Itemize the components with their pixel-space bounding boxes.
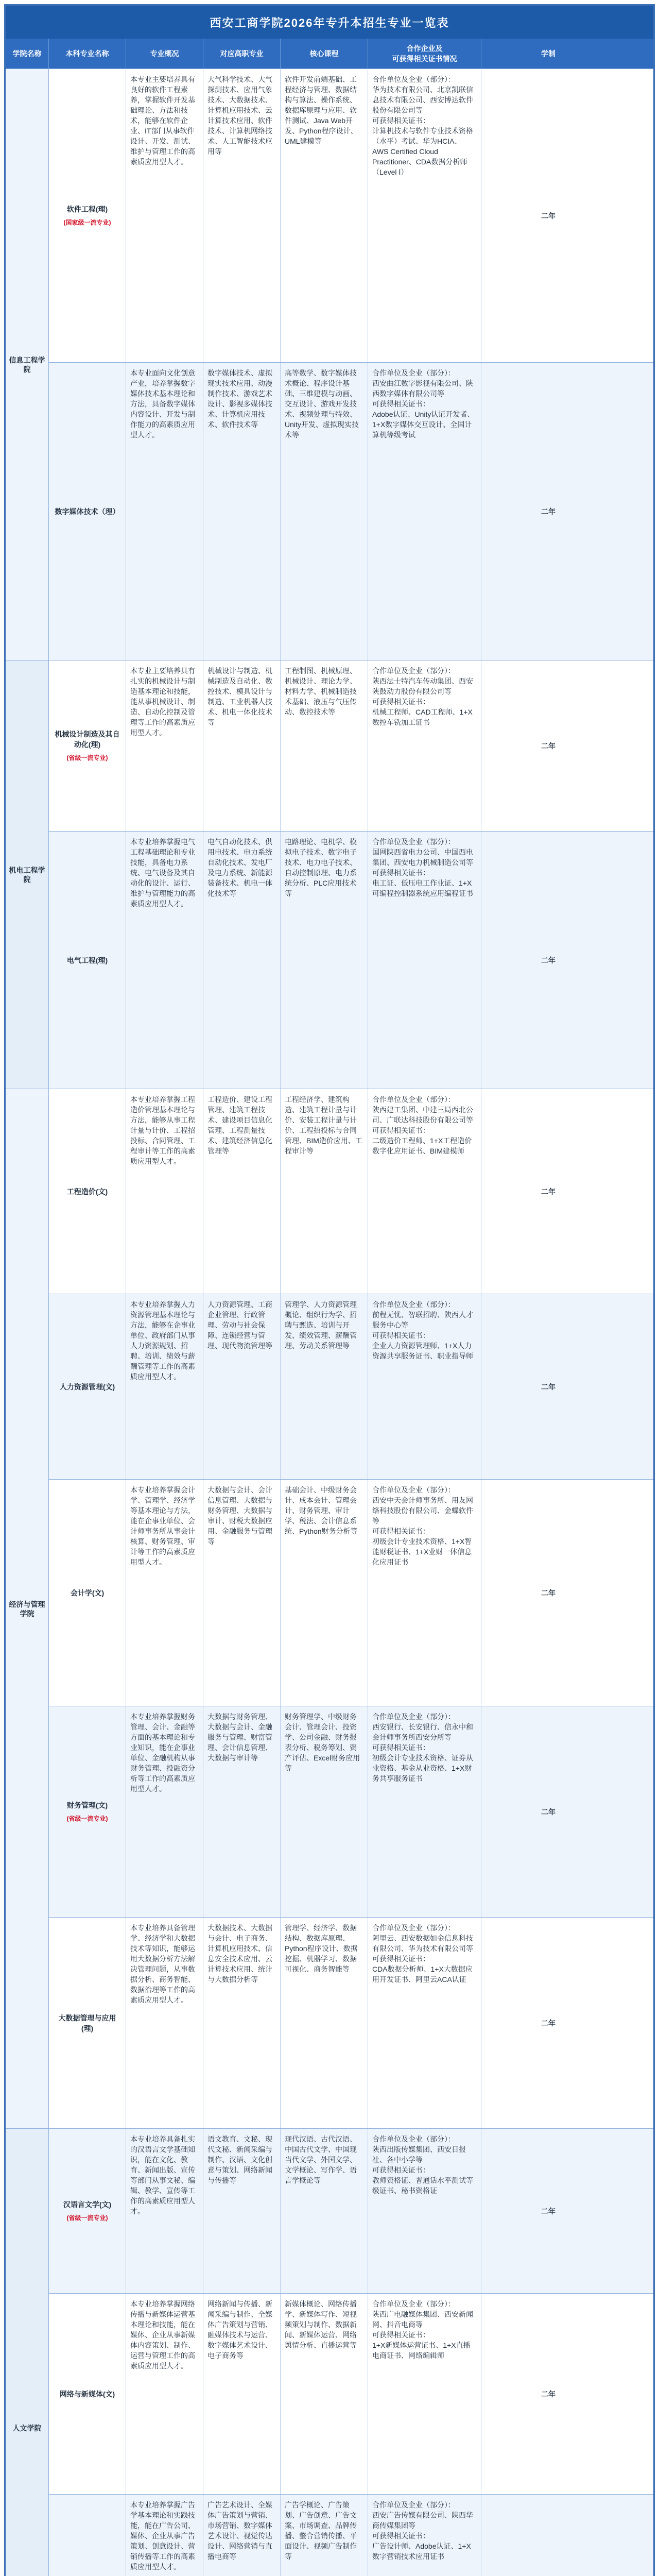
major-cell	[49, 1706, 126, 1917]
duration-cell: 二年	[541, 1588, 556, 1597]
major-name: 财务管理(文)	[66, 1801, 108, 1809]
partners-cell: 合作单位及企业（部分）： 陕西建工集团、中建三局西北公司、广联达科技股份有限公司等 可获得相关证书： 二级造价工程师、1+X工程造价数字化应用证书、BIM建模师	[368, 1089, 481, 1294]
header-duration: 学制	[541, 49, 556, 58]
diploma-cell: 电气自动化技术、供用电技术、电力系统自动化技术、发电厂及电力系统、新能源装备技术、机电一体化技术等	[203, 832, 281, 1089]
header-overview: 专业概况	[126, 39, 203, 69]
major-cell	[49, 1089, 126, 1294]
college-cell: 经济与管理学院	[6, 1089, 49, 2128]
courses-cell: 现代汉语、古代汉语、中国古代文学、中国现当代文学、外国文学、文学概论、写作学、语言学概论等	[281, 2129, 368, 2293]
duration-cell: 二年	[541, 956, 556, 964]
duration-cell: 二年	[541, 211, 556, 220]
major-name: 汉语言文学(文)	[63, 2200, 112, 2209]
duration-cell: 二年	[541, 2019, 556, 2027]
header-major: 本科专业名称	[49, 39, 126, 69]
partners-cell: 合作单位及企业（部分）： 陕西广电融媒体集团、西安新闻网、抖音电商等 可获得相关证书： 1+X新媒体运营证书、1+X直播电商证书、网络编辑师	[368, 2294, 481, 2494]
table-row	[49, 1089, 653, 1294]
diploma-cell: 大数据与会计、会计信息管理、大数据与财务管理、大数据与审计、财税大数据应用、金融服务与管理等	[203, 1480, 281, 1706]
overview-cell: 本专业主要培养具有扎实的机械设计与制造基本理论和技能，能从事机械设计、制造、自动化控制及管理等工作的高素质应用型人才。	[126, 660, 203, 831]
table-row	[49, 1706, 653, 1917]
partners-cell: 合作单位及企业（部分）： 陕西出版传媒集团、西安日报社、各中小学等 可获得相关证书： 教师资格证、普通话水平测试等级证书、秘书资格证	[368, 2129, 481, 2293]
major-cell	[49, 2129, 126, 2293]
table-row	[49, 660, 653, 831]
page-frame	[4, 4, 655, 2576]
table-row	[49, 2293, 653, 2494]
diploma-cell: 大数据技术、大数据与会计、电子商务、计算机应用技术、信息安全技术应用、云计算技术应用、统计与大数据分析等	[203, 1918, 281, 2128]
duration-cell: 二年	[541, 2389, 556, 2398]
major-cell	[49, 1294, 126, 1479]
duration-cell: 二年	[541, 2207, 556, 2215]
courses-cell: 广告学概论、广告策划、广告创意、广告文案、市场调查、品牌传播、整合营销传播、平面设计、视频广告制作等	[281, 2495, 368, 2576]
major-cell	[49, 2294, 126, 2494]
diploma-cell: 语文教育、文秘、现代文秘、新闻采编与制作、汉语、文化创意与策划、网络新闻与传播等	[203, 2129, 281, 2293]
courses-cell: 工程经济学、建筑构造、建筑工程计量与计价、安装工程计量与计价、工程招投标与合同管理、BIM造价应用、工程审计等	[281, 1089, 368, 1294]
major-cell	[49, 69, 126, 362]
courses-cell: 财务管理学、中级财务会计、管理会计、投资学、公司金融、财务报表分析、税务筹划、资产评估、Excel财务应用等	[281, 1706, 368, 1917]
partners-cell: 合作单位及企业（部分）： 西安广告传媒有限公司、陕西华商传媒集团等 可获得相关证书： 广告设计师、Adobe认证、1+X数字营销技术应用证书	[368, 2495, 481, 2576]
diploma-cell: 机械设计与制造、机械制造及自动化、数控技术、模具设计与制造、工业机器人技术、机电一体化技术等	[203, 660, 281, 831]
duration-cell	[481, 2495, 615, 2576]
page-title: 西安工商学院2026年专升本招生专业一览表	[6, 6, 653, 39]
partners-cell: 合作单位及企业（部分）： 华为技术有限公司、北京凯联信息技术有限公司、西安博达软件股份有限公司等 可获得相关证书： 计算机技术与软件专业技术资格（水平）考试、华为HCIA、AWS Certified Cloud Practitioner、CDA数据分析师（Level Ⅰ）	[368, 69, 481, 362]
diploma-cell: 工程造价、建设工程管理、建筑工程技术、建设项目信息化管理、工程测量技术、建筑经济信息化管理等	[203, 1089, 281, 1294]
diploma-cell: 人力资源管理、工商企业管理、行政管理、劳动与社会保障、连锁经营与管理、现代物流管理等	[203, 1294, 281, 1479]
major-cell	[49, 832, 126, 1089]
overview-cell: 本专业面向文化创意产业，培养掌握数字媒体技术基本理论和方法，具备数字媒体内容设计、开发与制作能力的高素质应用型人才。	[126, 363, 203, 660]
diploma-cell: 数字媒体技术、虚拟现实技术应用、动漫制作技术、游戏艺术设计、影视多媒体技术、计算机应用技术、软件技术等	[203, 363, 281, 660]
major-badge: (省级一流专业)	[66, 2214, 108, 2222]
overview-cell: 本专业培养掌握人力资源管理基本理论与方法，能够在企事业单位、政府部门从事人力资源规划、招聘、培训、绩效与薪酬管理等工作的高素质应用型人才。	[126, 1294, 203, 1479]
partners-cell: 合作单位及企业（部分）： 西安中天会计师事务所、用友网络科技股份有限公司、金蝶软件等 可获得相关证书： 初级会计专业技术资格、1+X智能财税证书、1+X业财一体信息化应用证书	[368, 1480, 481, 1706]
diploma-cell: 广告艺术设计、全媒体广告策划与营销、市场营销、数字媒体艺术设计、视觉传达设计、网络营销与直播电商等	[203, 2495, 281, 2576]
major-name: 工程造价(文)	[66, 1187, 108, 1196]
major-cell	[49, 1918, 126, 2128]
partners-cell: 合作单位及企业（部分）： 国网陕西省电力公司、中国西电集团、西安电力机械制造公司等 可获得相关证书： 电工证、低压电工作业证、1+X可编程控制器系统应用编程证书	[368, 832, 481, 1089]
courses-cell: 新媒体概论、网络传播学、新媒体写作、短视频策划与制作、数据新闻、新媒体运营、网络舆情分析、直播运营等	[281, 2294, 368, 2494]
diploma-cell: 大数据与财务管理、大数据与会计、金融服务与管理、财富管理、会计信息管理、大数据与审计等	[203, 1706, 281, 1917]
duration-cell: 二年	[541, 507, 556, 516]
partners-cell: 合作单位及企业（部分）： 西安银行、长安银行、信永中和会计师事务所西安分所等 可获得相关证书： 初级会计专业技术资格、证券从业资格、基金从业资格、1+X财务共享服务证书	[368, 1706, 481, 1917]
table-row	[49, 2494, 653, 2576]
major-badge: (国家级一流专业)	[63, 218, 111, 226]
overview-cell: 本专业主要培养具有良好的软件工程素养，掌握软件开发基础理论、方法和技术，能够在软件企业、IT部门从事软件设计、开发、测试、维护与管理工作的高素质应用型人才。	[126, 69, 203, 362]
courses-cell: 软件开发前端基础、工程经济与管理、数据结构与算法、操作系统、数据库原理与应用、软件测试、Java Web开发、Python程序设计、UML建模等	[281, 69, 368, 362]
duration-cell: 二年	[541, 1807, 556, 1816]
overview-cell: 本专业培养具备扎实的汉语言文学基础知识，能在文化、教育、新闻出版、宣传等部门从事文秘、编辑、教学、宣传等工作的高素质应用型人才。	[126, 2129, 203, 2293]
major-badge: (省级一流专业)	[66, 754, 108, 761]
table-row	[49, 831, 653, 1089]
program-table	[6, 69, 653, 2576]
major-cell	[49, 2495, 126, 2576]
courses-cell: 管理学、人力资源管理概论、组织行为学、招聘与甄选、培训与开发、绩效管理、薪酬管理、劳动关系管理等	[281, 1294, 368, 1479]
courses-cell: 电路理论、电机学、模拟电子技术、数字电子技术、电力电子技术、自动控制原理、电力系统分析、PLC应用技术等	[281, 832, 368, 1089]
duration-cell: 二年	[541, 1382, 556, 1391]
major-name: 人力资源管理(文)	[59, 1382, 115, 1391]
diploma-cell: 网络新闻与传播、新闻采编与制作、全媒体广告策划与营销、融媒体技术与运营、数字媒体艺术设计、电子商务等	[203, 2294, 281, 2494]
partners-cell: 合作单位及企业（部分）： 前程无忧、智联招聘、陕西人才服务中心等 可获得相关证书： 企业人力资源管理师、1+X人力资源共享服务证书、职业指导师	[368, 1294, 481, 1479]
major-cell	[49, 660, 126, 831]
major-name: 大数据管理与应用(理)	[58, 2013, 116, 2032]
table-row	[49, 1479, 653, 1706]
table-row	[49, 362, 653, 660]
courses-cell: 管理学、经济学、数据结构、数据库原理、Python程序设计、数据挖掘、机器学习、数据可视化、商务智能等	[281, 1918, 368, 2128]
major-name: 软件工程(理)	[66, 205, 108, 213]
college-cell: 人文学院	[6, 2128, 49, 2576]
header-courses: 核心课程	[281, 39, 368, 69]
header-diploma: 对应高职专业	[203, 39, 281, 69]
duration-cell: 二年	[541, 741, 556, 750]
table-row	[49, 1917, 653, 2128]
courses-cell: 基础会计、中级财务会计、成本会计、管理会计、财务管理、审计学、税法、会计信息系统、Python财务分析等	[281, 1480, 368, 1706]
courses-cell: 工程制图、机械原理、机械设计、理论力学、材料力学、机械制造技术基础、液压与气压传动、数控技术等	[281, 660, 368, 831]
table-header	[6, 39, 653, 69]
major-name: 网络与新媒体(文)	[59, 2389, 115, 2398]
major-cell	[49, 1480, 126, 1706]
header-partners: 合作企业及 可获得相关证书情况	[368, 39, 481, 69]
overview-cell: 本专业培养掌握广告学基本理论和实践技能，能在广告公司、媒体、企业从事广告策划、创意设计、营销传播等工作的高素质应用型人才。	[126, 2495, 203, 2576]
overview-cell: 本专业培养掌握会计学、管理学、经济学等基本理论与方法，能在企事业单位、会计师事务所从事会计核算、财务管理、审计等工作的高素质应用型人才。	[126, 1480, 203, 1706]
duration-cell: 二年	[541, 1187, 556, 1196]
overview-cell: 本专业培养掌握财务管理、会计、金融等方面的基本理论和专业知识，能在企事业单位、金融机构从事财务管理、投融资分析等工作的高素质应用型人才。	[126, 1706, 203, 1917]
college-cell: 机电工程学院	[6, 660, 49, 1089]
major-name: 数字媒体技术（理）	[55, 507, 120, 516]
table-row	[49, 2128, 653, 2293]
diploma-cell: 大气科学技术、大气探测技术、应用气象技术、大数据技术、计算机应用技术、云计算技术应用、软件技术、计算机网络技术、人工智能技术应用等	[203, 69, 281, 362]
overview-cell: 本专业培养具备管理学、经济学和大数据技术等知识，能够运用大数据分析方法解决管理问题，从事数据分析、商务智能、数据治理等工作的高素质应用型人才。	[126, 1918, 203, 2128]
college-cell: 信息工程学院	[6, 69, 49, 660]
partners-cell: 合作单位及企业（部分）： 西安曲江数字影视有限公司、陕西数字媒体有限公司等 可获得相关证书： Adobe认证、Unity认证开发者、1+X数字媒体交互设计、全国计算机等级考试	[368, 363, 481, 660]
overview-cell: 本专业培养掌握电气工程基础理论和专业技能，具备电力系统、电气设备及其自动化的设计、运行、维护与管理能力的高素质应用型人才。	[126, 832, 203, 1089]
partners-cell: 合作单位及企业（部分）： 阿里云、西安数据如金信息科技有限公司、华为技术有限公司等 可获得相关证书： CDA数据分析师、1+X大数据应用开发证书、阿里云ACA认证	[368, 1918, 481, 2128]
header-college: 学院名称	[6, 39, 49, 69]
partners-cell: 合作单位及企业（部分）： 陕西法士特汽车传动集团、西安陕鼓动力股份有限公司等 可获得相关证书： 机械工程师、CAD工程师、1+X数控车铣加工证书	[368, 660, 481, 831]
major-cell	[49, 363, 126, 660]
table-row	[49, 69, 653, 362]
major-name: 机械设计制造及其自动化(理)	[55, 730, 120, 749]
major-badge: (省级一流专业)	[66, 1815, 108, 1822]
overview-cell: 本专业培养掌握网络传播与新媒体运营基本理论和技能，能在媒体、企业从事新媒体内容策划、制作、运营与管理工作的高素质应用型人才。	[126, 2294, 203, 2494]
major-name: 会计学(文)	[70, 1588, 105, 1597]
overview-cell: 本专业培养掌握工程造价管理基本理论与方法，能够从事工程计量与计价、工程招投标、合同管理、工程审计等工作的高素质应用型人才。	[126, 1089, 203, 1294]
major-name: 电气工程(理)	[66, 956, 108, 964]
courses-cell: 高等数学、数字媒体技术概论、程序设计基础、三维建模与动画、交互设计、游戏开发技术、视频处理与特效、Unity开发、虚拟现实技术等	[281, 363, 368, 660]
table-row	[49, 1294, 653, 1479]
